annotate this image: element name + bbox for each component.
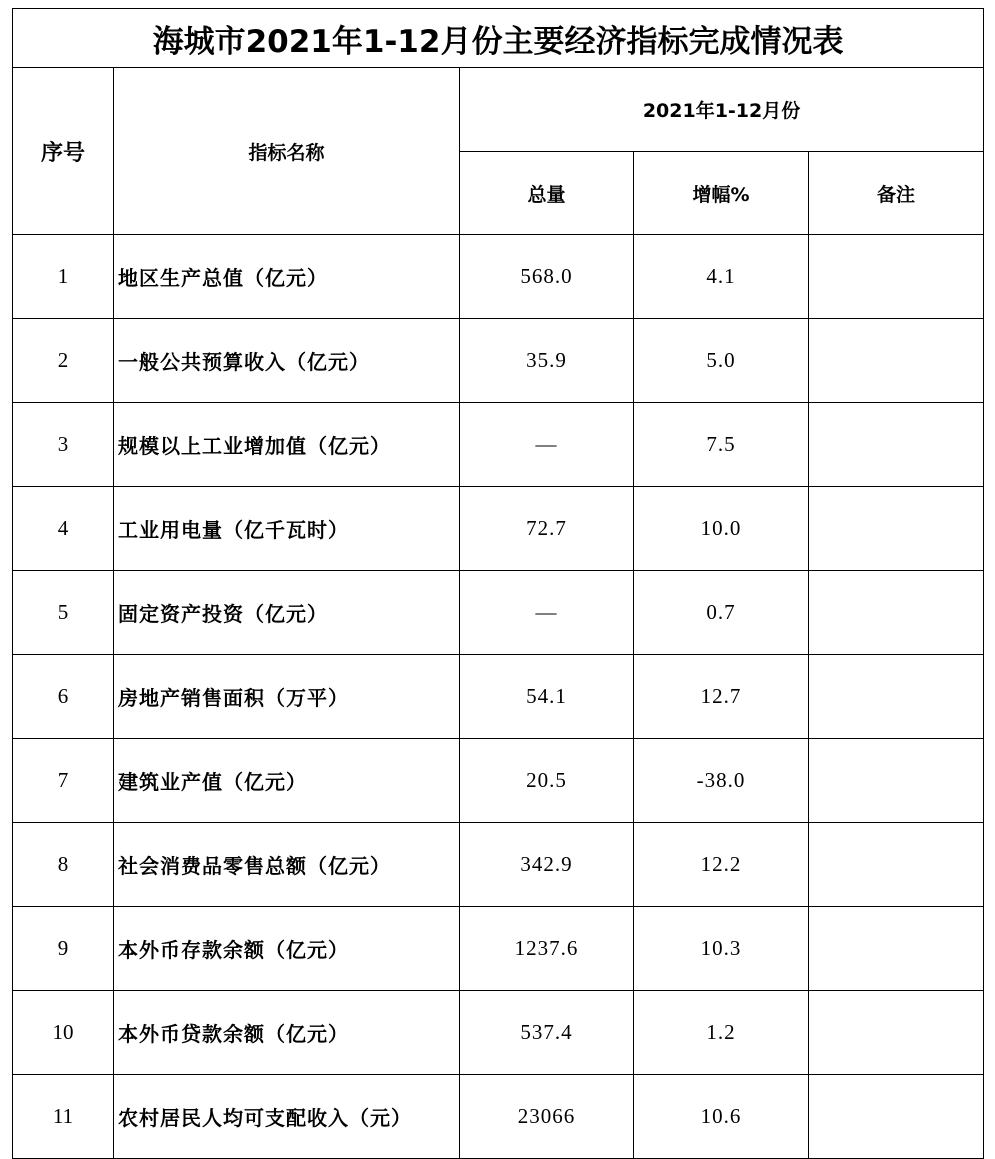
row-growth: 5.0 <box>634 319 809 403</box>
row-note <box>809 403 984 487</box>
row-total: 72.7 <box>460 487 634 571</box>
row-note <box>809 991 984 1075</box>
row-total: 568.0 <box>460 235 634 319</box>
row-seq: 4 <box>13 487 114 571</box>
header-seq: 序号 <box>13 68 114 235</box>
row-seq: 3 <box>13 403 114 487</box>
row-note <box>809 1075 984 1159</box>
row-growth: 1.2 <box>634 991 809 1075</box>
table-row <box>13 823 984 907</box>
row-total: 342.9 <box>460 823 634 907</box>
row-note <box>809 487 984 571</box>
row-seq: 8 <box>13 823 114 907</box>
row-growth: -38.0 <box>634 739 809 823</box>
row-growth: 10.0 <box>634 487 809 571</box>
row-note <box>809 907 984 991</box>
row-indicator-name: 一般公共预算收入（亿元） <box>114 319 460 403</box>
row-total: 23066 <box>460 1075 634 1159</box>
row-growth: 12.2 <box>634 823 809 907</box>
row-seq: 1 <box>13 235 114 319</box>
row-indicator-name: 农村居民人均可支配收入（元） <box>114 1075 460 1159</box>
row-note <box>809 235 984 319</box>
row-seq: 7 <box>13 739 114 823</box>
row-indicator-name: 建筑业产值（亿元） <box>114 739 460 823</box>
row-indicator-name: 本外币存款余额（亿元） <box>114 907 460 991</box>
row-note <box>809 823 984 907</box>
table-row <box>13 655 984 739</box>
header-total: 总量 <box>460 152 634 235</box>
row-indicator-name: 规模以上工业增加值（亿元） <box>114 403 460 487</box>
row-indicator-name: 地区生产总值（亿元） <box>114 235 460 319</box>
row-total: 35.9 <box>460 319 634 403</box>
table-title: 海城市2021年1-12月份主要经济指标完成情况表 <box>13 9 984 68</box>
row-note <box>809 739 984 823</box>
row-total: 537.4 <box>460 991 634 1075</box>
row-indicator-name: 工业用电量（亿千瓦时） <box>114 487 460 571</box>
table-row <box>13 319 984 403</box>
row-total: — <box>460 403 634 487</box>
row-total: 1237.6 <box>460 907 634 991</box>
header-name: 指标名称 <box>114 68 460 235</box>
row-seq: 5 <box>13 571 114 655</box>
table-row <box>13 571 984 655</box>
table-row <box>13 1075 984 1159</box>
row-growth: 10.3 <box>634 907 809 991</box>
row-growth: 12.7 <box>634 655 809 739</box>
row-seq: 10 <box>13 991 114 1075</box>
row-growth: 10.6 <box>634 1075 809 1159</box>
row-total: — <box>460 571 634 655</box>
row-indicator-name: 社会消费品零售总额（亿元） <box>114 823 460 907</box>
row-total: 20.5 <box>460 739 634 823</box>
row-note <box>809 571 984 655</box>
table-row <box>13 739 984 823</box>
economic-indicators-table <box>12 8 984 1159</box>
row-seq: 6 <box>13 655 114 739</box>
row-seq: 11 <box>13 1075 114 1159</box>
row-indicator-name: 本外币贷款余额（亿元） <box>114 991 460 1075</box>
row-indicator-name: 房地产销售面积（万平） <box>114 655 460 739</box>
table-row <box>13 235 984 319</box>
row-note <box>809 319 984 403</box>
row-note <box>809 655 984 739</box>
row-seq: 9 <box>13 907 114 991</box>
row-growth: 0.7 <box>634 571 809 655</box>
table-row <box>13 907 984 991</box>
row-total: 54.1 <box>460 655 634 739</box>
row-seq: 2 <box>13 319 114 403</box>
header-note: 备注 <box>809 152 984 235</box>
row-growth: 7.5 <box>634 403 809 487</box>
header-period: 2021年1-12月份 <box>460 68 984 152</box>
row-indicator-name: 固定资产投资（亿元） <box>114 571 460 655</box>
table-row <box>13 487 984 571</box>
header-growth: 增幅% <box>634 152 809 235</box>
row-growth: 4.1 <box>634 235 809 319</box>
table-row <box>13 403 984 487</box>
table-row <box>13 991 984 1075</box>
